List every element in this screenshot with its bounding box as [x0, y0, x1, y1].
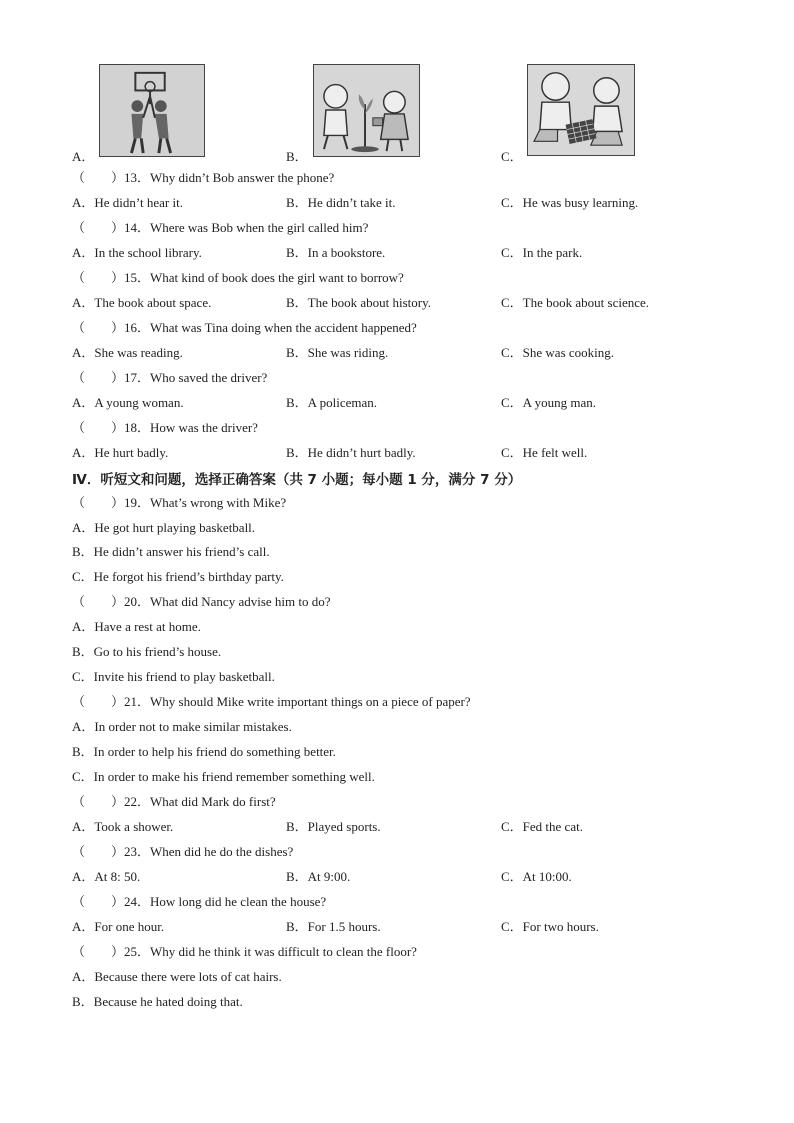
- question-18-option-b[interactable]: B．He didn’t hurt badly.: [286, 445, 416, 460]
- question-24-option-a[interactable]: A．For one hour.: [72, 919, 165, 934]
- question-19-option-a[interactable]: A．He got hurt playing basketball.: [72, 520, 256, 535]
- question-19-option-b[interactable]: B．He didn’t answer his friend’s call.: [72, 544, 270, 559]
- question-17-option-b[interactable]: B．A policeman.: [286, 395, 377, 410]
- question-13-stem: （ ）13．Why didn’t Bob answer the phone?: [72, 170, 335, 185]
- question-21-option-a[interactable]: A．In order not to make similar mistakes.: [72, 719, 292, 734]
- question-25-stem: （ ）25．Why did he think it was difficult to clean the floor?: [72, 944, 417, 959]
- question-15-option-a[interactable]: A．The book about space.: [72, 295, 212, 310]
- question-15-option-b[interactable]: B．The book about history.: [286, 295, 432, 310]
- basketball-players-icon: [99, 64, 205, 157]
- question-21-stem: （ ）21．Why should Mike write important things on a piece of paper?: [72, 694, 471, 709]
- picture-option-c-label: C．: [501, 149, 523, 164]
- question-22-option-b[interactable]: B．Played sports.: [286, 819, 381, 834]
- question-14-stem: （ ）14．Where was Bob when the girl called him?: [72, 220, 369, 235]
- question-23-option-a[interactable]: A．At 8: 50.: [72, 869, 141, 884]
- question-15-option-c[interactable]: C．The book about science.: [501, 295, 650, 310]
- question-22-stem: （ ）22．What did Mark do first?: [72, 794, 276, 809]
- question-20-option-b[interactable]: B．Go to his friend’s house.: [72, 644, 222, 659]
- question-14-option-a[interactable]: A．In the school library.: [72, 245, 202, 260]
- question-16-option-a[interactable]: A．She was reading.: [72, 345, 183, 360]
- picture-option-b-label: B．: [286, 149, 308, 164]
- question-25-option-b[interactable]: B．Because he hated doing that.: [72, 994, 243, 1009]
- question-24-option-b[interactable]: B．For 1.5 hours.: [286, 919, 381, 934]
- question-16-option-b[interactable]: B．She was riding.: [286, 345, 389, 360]
- question-23-stem: （ ）23．When did he do the dishes?: [72, 844, 294, 859]
- question-18-option-a[interactable]: A．He hurt badly.: [72, 445, 169, 460]
- question-19-stem: （ ）19．What’s wrong with Mike?: [72, 495, 287, 510]
- question-22-option-c[interactable]: C．Fed the cat.: [501, 819, 583, 834]
- question-22-option-a[interactable]: A．Took a shower.: [72, 819, 174, 834]
- question-25-option-a[interactable]: A．Because there were lots of cat hairs.: [72, 969, 282, 984]
- question-15-stem: （ ）15．What kind of book does the girl want to borrow?: [72, 270, 404, 285]
- question-18-stem: （ ）18．How was the driver?: [72, 420, 258, 435]
- question-24-option-c[interactable]: C．For two hours.: [501, 919, 599, 934]
- question-16-option-c[interactable]: C．She was cooking.: [501, 345, 615, 360]
- question-23-option-c[interactable]: C．At 10:00.: [501, 869, 572, 884]
- children-playing-chess-icon: [527, 64, 635, 156]
- question-17-stem: （ ）17．Who saved the driver?: [72, 370, 268, 385]
- question-20-option-c[interactable]: C．Invite his friend to play basketball.: [72, 669, 275, 684]
- question-14-option-b[interactable]: B．In a bookstore.: [286, 245, 386, 260]
- question-21-option-b[interactable]: B．In order to help his friend do something better.: [72, 744, 336, 759]
- question-16-stem: （ ）16．What was Tina doing when the accident happened?: [72, 320, 417, 335]
- question-17-option-c[interactable]: C．A young man.: [501, 395, 596, 410]
- question-14-option-c[interactable]: C．In the park.: [501, 245, 583, 260]
- question-24-stem: （ ）24．How long did he clean the house?: [72, 894, 327, 909]
- question-13-option-a[interactable]: A．He didn’t hear it.: [72, 195, 183, 210]
- question-13-option-c[interactable]: C．He was busy learning.: [501, 195, 639, 210]
- question-18-option-c[interactable]: C．He felt well.: [501, 445, 588, 460]
- question-20-option-a[interactable]: A．Have a rest at home.: [72, 619, 201, 634]
- question-13-option-b[interactable]: B．He didn’t take it.: [286, 195, 396, 210]
- question-23-option-b[interactable]: B．At 9:00.: [286, 869, 351, 884]
- picture-option-a-label: A．: [72, 149, 95, 164]
- question-20-stem: （ ）20．What did Nancy advise him to do?: [72, 594, 331, 609]
- children-planting-tree-icon: [313, 64, 420, 157]
- question-17-option-a[interactable]: A．A young woman.: [72, 395, 184, 410]
- question-19-option-c[interactable]: C．He forgot his friend’s birthday party.: [72, 569, 284, 584]
- section-4-heading: Ⅳ．听短文和问题，选择正确答案（共 7 小题；每小题 1 分，满分 7 分）: [72, 472, 522, 488]
- question-21-option-c[interactable]: C．In order to make his friend remember something well.: [72, 769, 375, 784]
